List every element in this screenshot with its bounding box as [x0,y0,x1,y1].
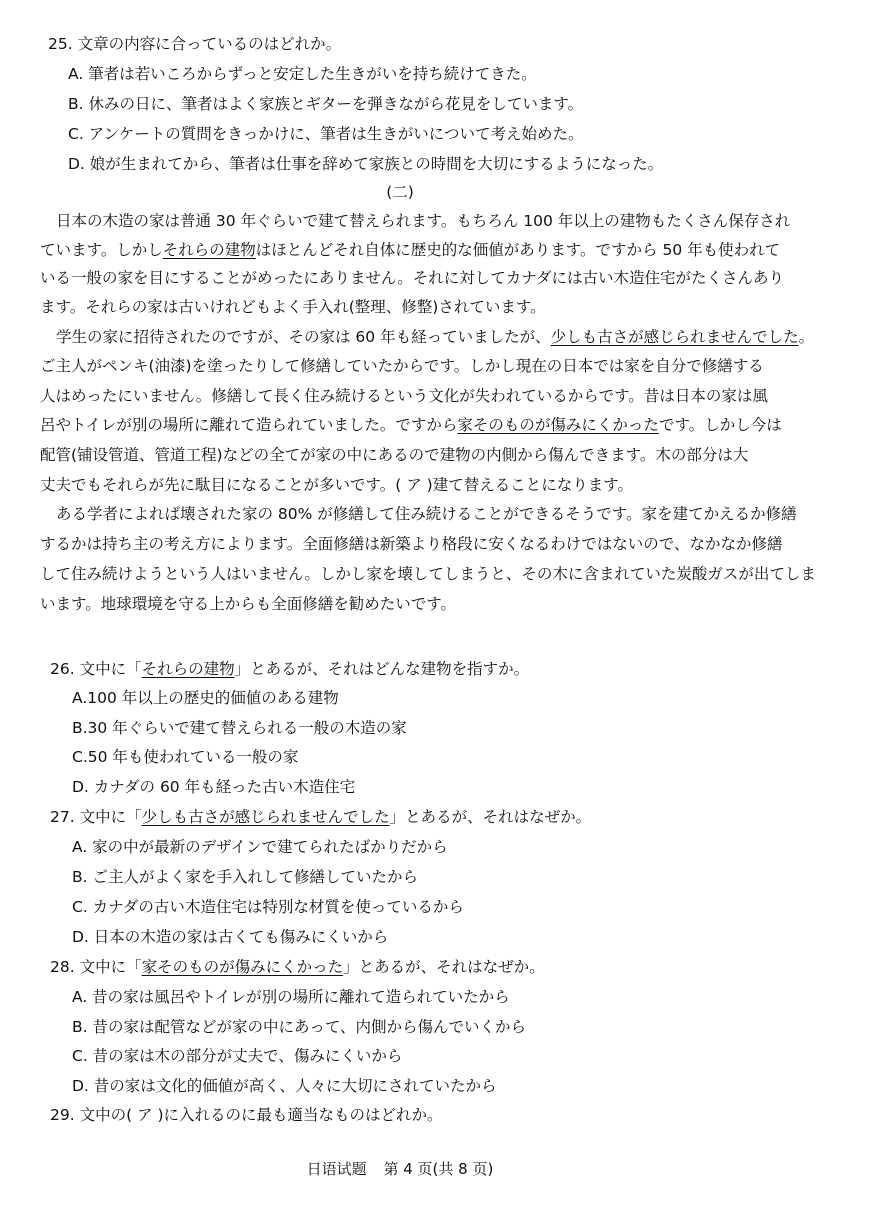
q26-option-b: B.30 年ぐらいで建て替えられる一般の木造の家 [72,719,407,737]
passage-line: います。地球環境を守る上からも全面修繕を勧めたいです。 [40,595,457,613]
footer-subject: 日语试题 [306,1160,367,1178]
passage-line: 配管(铺设管道、管道工程)などの全てが家の中にあるので建物の内側から傷んできます。木の部分は大 [40,446,749,464]
passage-line: いる一般の家を目にすることがめったにありません。それに対してカナダには古い木造住宅がたくさんあり [40,269,785,287]
q28-option-c: C. 昔の家は木の部分が丈夫で、傷みにくいから [72,1047,403,1065]
q28-option-a: A. 昔の家は風呂やトイレが別の場所に離れて造られていたから [72,988,510,1006]
passage-line: 学生の家に招待されたのですが、その家は 60 年も経っていましたが、少しも古さが感じられませんでした。 [56,328,815,346]
page-footer [0,1158,800,1179]
q26-option-d: D. カナダの 60 年も経った古い木造住宅 [72,778,356,796]
footer-page-number: 第 4 页(共 8 页) [383,1160,494,1178]
q28-option-d: D. 昔の家は文化的価値が高く、人々に大切にされていたから [72,1077,497,1095]
passage-line: 呂やトイレが別の場所に離れて造られていました。ですから家そのものが傷みにくかったです。しかし今は [40,416,782,434]
passage-line: ています。しかしそれらの建物はほとんどそれ自体に歴史的な価値があります。ですから 50 年も使われて [40,241,781,259]
q25-option-c: C. アンケートの質問をきっかけに、筆者は生きがいについて考え始めた。 [68,125,584,143]
q25-option-a: A. 筆者は若いころからずっと安定した生きがいを持ち続けてきた。 [68,65,537,83]
passage-line: ある学者によれば壊された家の 80% が修繕して住み続けることができるそうです。家を建てかえるか修繕 [56,505,797,523]
q25-option-b: B. 休みの日に、筆者はよく家族とギターを弾きながら花見をしています。 [68,95,584,113]
underlined-phrase-2: 少しも古さが感じられませんでした [550,328,799,346]
section-heading: (二) [386,183,414,201]
q25-stem: 25. 文章の内容に合っているのはどれか。 [48,35,342,53]
q25-option-d: D. 娘が生まれてから、筆者は仕事を辞めて家族との時間を大切にするようになった。 [68,155,664,173]
passage-line: ご主人がペンキ(油漆)を塗ったりして修繕していたからです。しかし現在の日本では家を自分で修繕する [40,357,764,375]
q26-option-a: A.100 年以上の歴史的価値のある建物 [72,689,339,707]
underlined-phrase-3: 家そのものが傷みにくかった [457,416,659,434]
passage-line: 人はめったにいません。修繕して長く住み続けるという文化が失われているからです。昔は日本の家は風 [40,387,768,405]
q27-option-d: D. 日本の木造の家は古くても傷みにくいから [72,928,389,946]
underlined-phrase-1: それらの建物 [162,241,256,259]
q28-stem: 28. 文中に「家そのものが傷みにくかった」とあるが、それはなぜか。 [50,958,545,976]
q27-stem: 27. 文中に「少しも古さが感じられませんでした」とあるが、それはなぜか。 [50,808,592,826]
q27-option-c: C. カナダの古い木造住宅は特別な材質を使っているから [72,898,464,916]
passage-line: するかは持ち主の考え方によります。全面修繕は新築より格段に安くなるわけではないので、なかなか修繕 [40,535,783,553]
q27-option-a: A. 家の中が最新のデザインで建てられたばかりだから [72,838,448,856]
passage-line: 日本の木造の家は普通 30 年ぐらいで建て替えられます。もちろん 100 年以上の建物もたくさん保存され [56,212,791,230]
q26-option-c: C.50 年も使われている一般の家 [72,748,299,766]
q26-stem: 26. 文中に「それらの建物」とあるが、それはどんな建物を指すか。 [50,660,530,678]
q28-option-b: B. 昔の家は配管などが家の中にあって、内側から傷んでいくから [72,1018,527,1036]
passage-line: ます。それらの家は古いけれどもよく手入れ(整理、修整)されています。 [40,298,546,316]
passage-line: して住み続けようという人はいません。しかし家を壊してしまうと、その木に含まれていた炭酸ガスが出てしま [40,565,816,583]
q29-stem: 29. 文中の( ア )に入れるのに最も適当なものはどれか。 [50,1106,443,1124]
passage-line: 丈夫でもそれらが先に駄目になることが多いです。( ア )建て替えることになります。 [40,476,633,494]
q27-option-b: B. ご主人がよく家を手入れして修繕していたから [72,868,418,886]
